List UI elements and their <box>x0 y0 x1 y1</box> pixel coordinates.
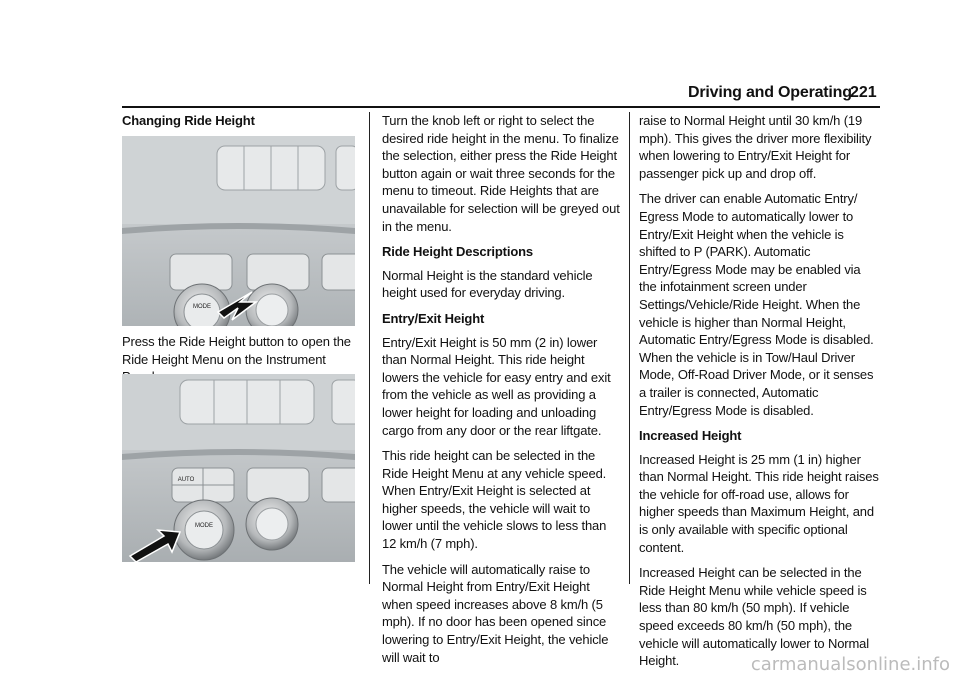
caption-press-ride-height: Press the Ride Height button to open the Ride Height Menu on the Instrument <box>122 334 351 367</box>
para-increased-select: Increased Height can be selected in the Ride Height Menu while vehicle speed is less than 80 km/h (50 mph). If vehicle speed exceeds 80 km/h (50 mph), the vehicle will automatically lower to Normal Height. <box>639 565 869 669</box>
heading-entry-exit-height: Entry/Exit Height <box>382 310 485 326</box>
column-divider-1 <box>369 112 370 584</box>
photo-ride-height-button <box>122 136 355 326</box>
para-increased-height: Increased Height is 25 mm (1 in) higher than Normal Height. This ride height raises the vehicle for off-road use, allows for higher speeds than Maximum Height, and is only available with specific optional content. <box>639 451 879 555</box>
heading-increased-height: Increased Height <box>639 428 742 444</box>
para-raise-normal: raise to Normal Height until 30 km/h (19 mph). This gives the driver more flexibility when lowering to Entry/Exit Height for passenger pick up and drop off. <box>639 113 872 181</box>
watermark: carmanualsonline.info <box>750 654 950 675</box>
para-auto-raise: The vehicle will automatically raise to Normal Height from Entry/Exit Height when speed increases above 8 km/h (5 mph). If no door has been opened since lowering to Entry/Exit Height, the vehicle will wait to <box>382 561 609 665</box>
page-number: 221 <box>850 84 877 101</box>
heading-ride-height-descriptions: Ride Height Descriptions <box>382 244 533 260</box>
para-turn-knob: Turn the knob left or right to select the desired ride height in the menu. To finalize the selection, either press the Ride Height button again or wait three seconds for the menu to timeout. Ride Heights that are unavailable for selection will be greyed out in the menu. <box>382 113 620 234</box>
auto-button-label: AUTO <box>177 477 195 483</box>
dashboard-illustration <box>122 136 355 326</box>
heading-changing-ride-height: Changing Ride Height <box>122 113 255 128</box>
running-header-section: Driving and Operating <box>688 84 852 101</box>
para-entry-exit-lower: Entry/Exit Height is 50 mm (2 in) lower than Normal Height. This ride height lowers the vehicle for easy entry and exit from the vehicle as well as providing a lower height for loading and unloading cargo from any door or the rear liftgate. <box>382 334 611 438</box>
dashboard-illustration-2 <box>122 374 355 562</box>
column-1 <box>122 112 358 136</box>
para-normal-height: Normal Height is the standard vehicle height used for everyday driving. <box>382 267 593 301</box>
mode-button-label: MODE <box>193 304 211 310</box>
mode-knob-label: MODE <box>195 523 213 529</box>
header-rule <box>122 106 880 108</box>
column-divider-2 <box>629 112 630 584</box>
para-entry-exit-select: This ride height can be selected in the Ride Height Menu at any vehicle speed. When Entry/Exit Height is selected at higher speeds, the vehicle will wait to lower until the vehicle slows to less than 12 km/h (7 mph). <box>382 448 607 552</box>
para-auto-entry-egress: The driver can enable Automatic Entry/ Egress Mode to automatically lower to Entry/Exit Height when the vehicle is shifted to P (PARK). Automatic Entry/Egress Mode may be enabled via the infotainment screen under Settings/Vehicle/Ride Height. When the vehicle is higher than Normal Height, Automatic Entry/Egress Mode is disabled. When the vehicle is in Tow/Haul Driver Mode, Off-Road Driver Mode, or it senses a trailer is connected, Automatic Entry/Egress Mode is disabled. <box>639 191 874 418</box>
photo-ride-height-knob <box>122 374 355 562</box>
column-2 <box>382 112 620 674</box>
column-3 <box>639 112 879 678</box>
